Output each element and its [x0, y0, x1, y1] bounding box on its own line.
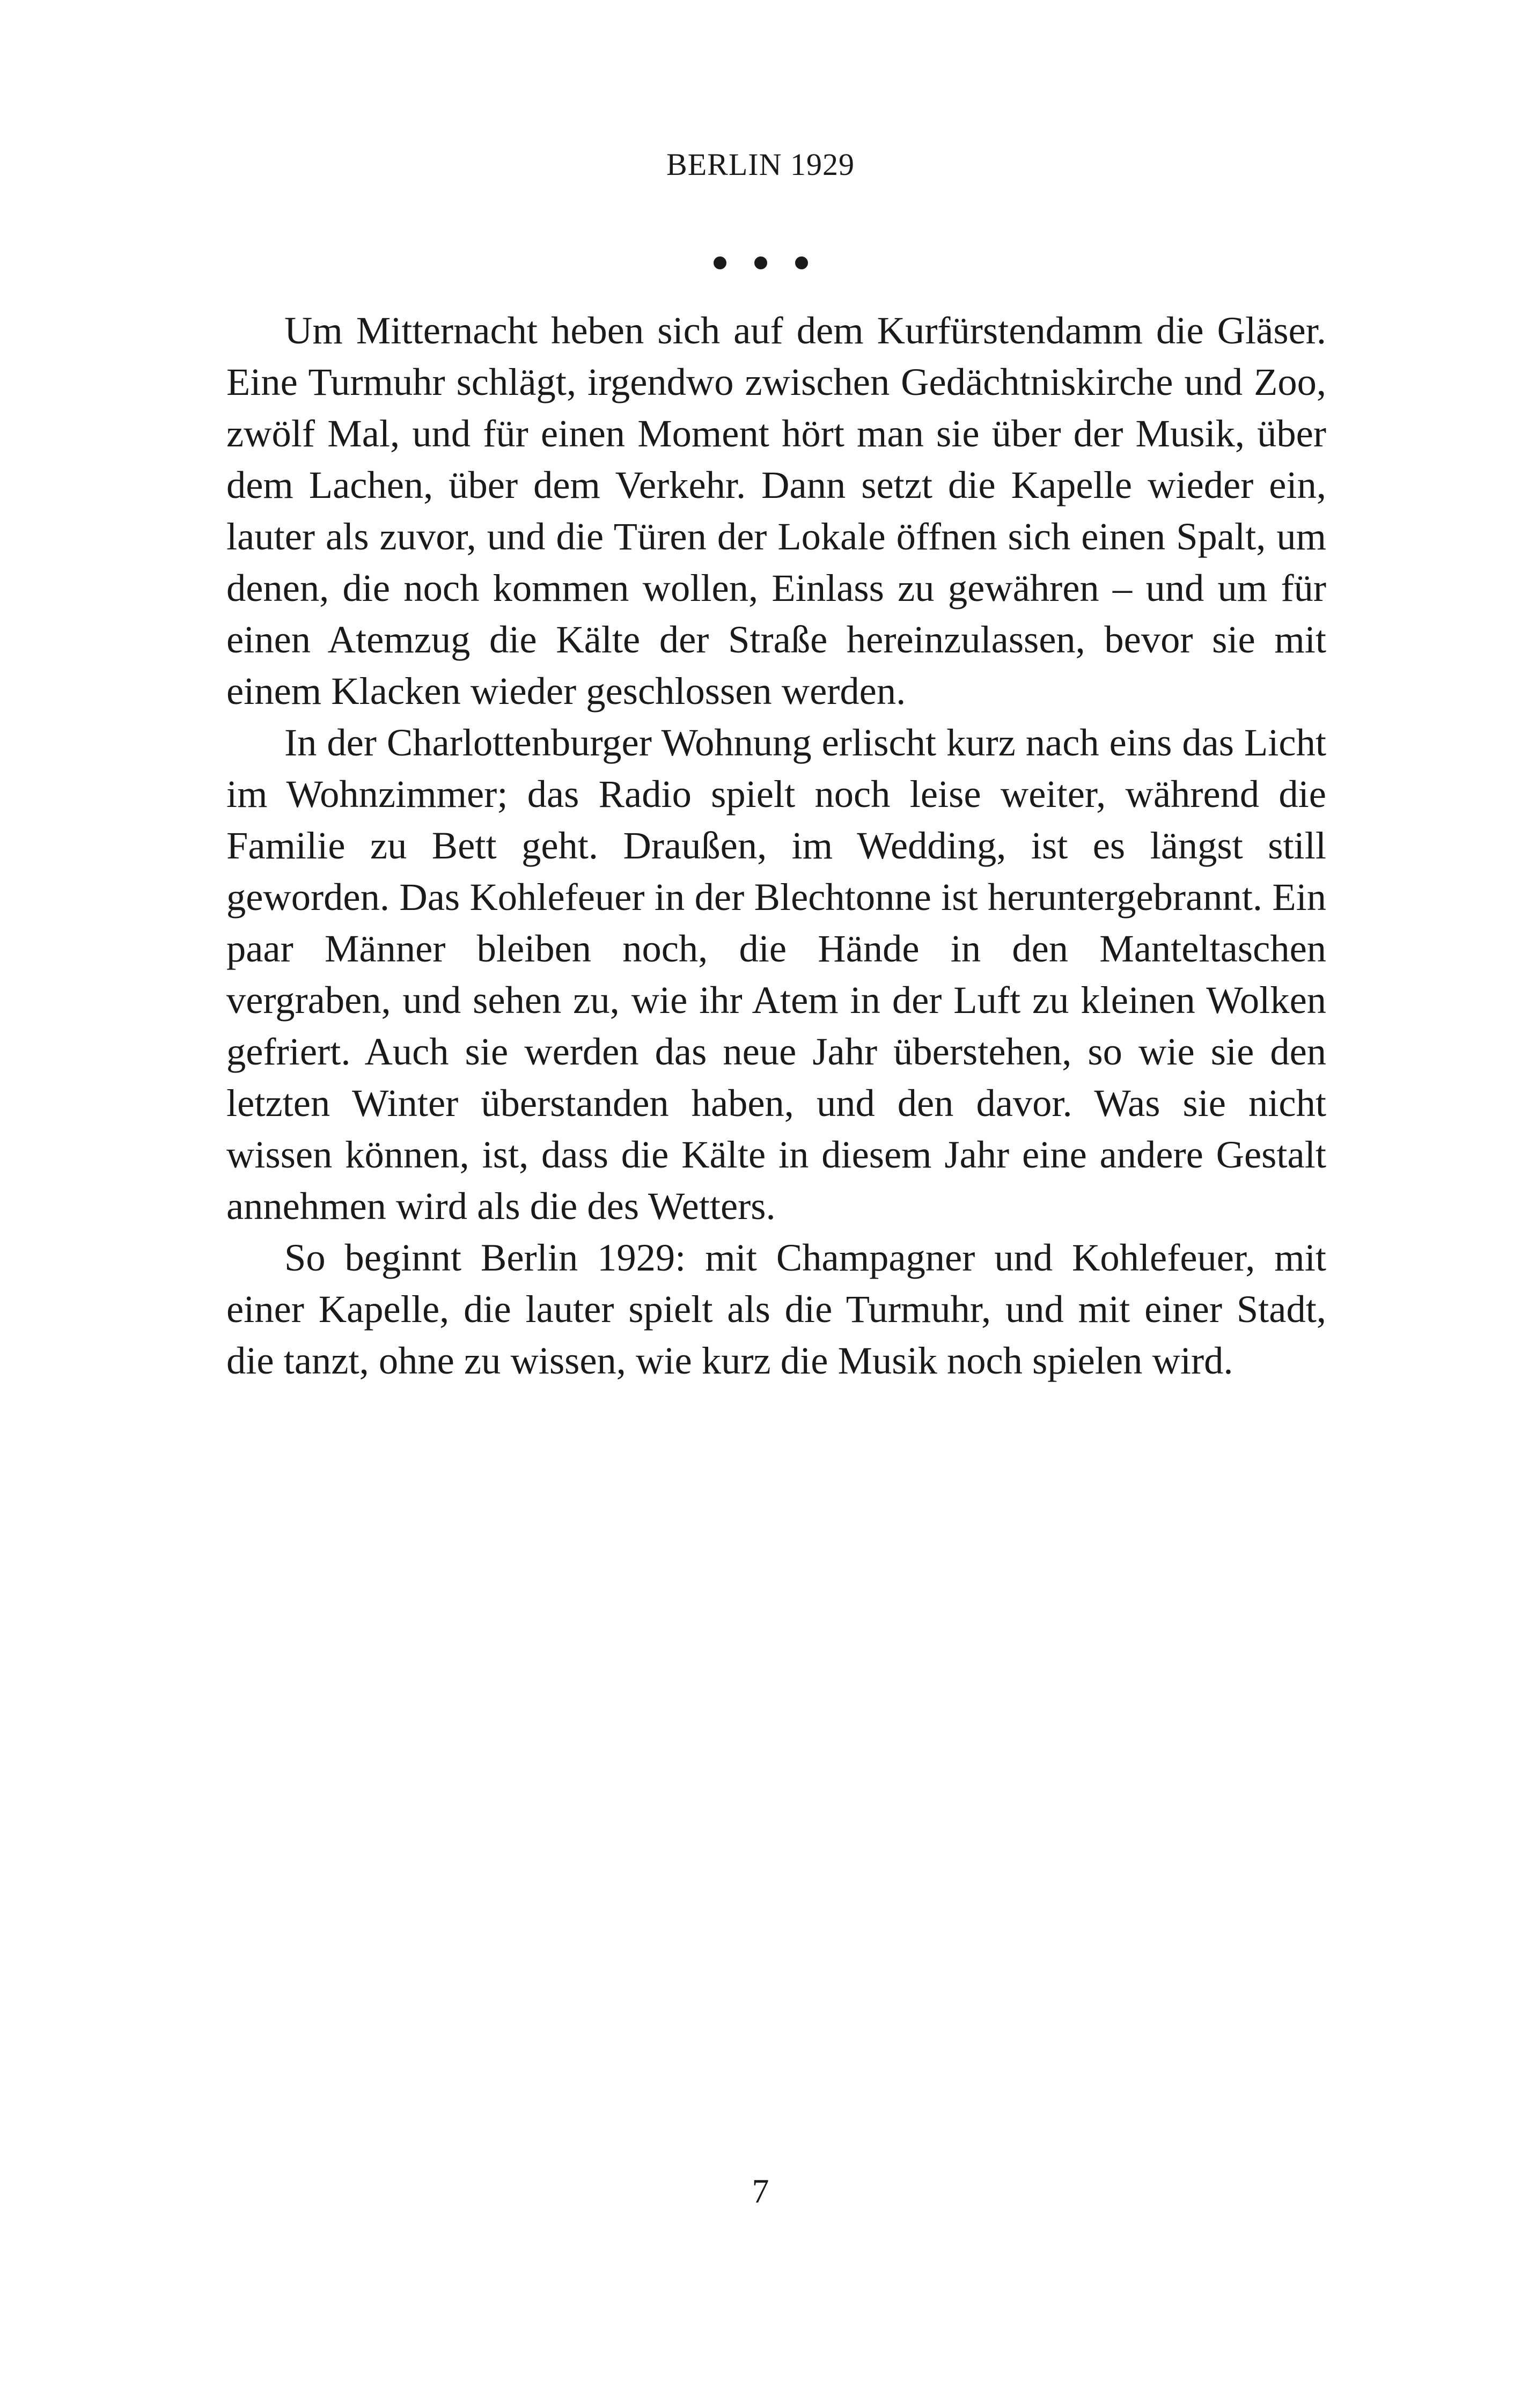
body-text	[226, 305, 1326, 1386]
section-break-ornament	[0, 256, 1521, 271]
running-head: BERLIN 1929	[666, 147, 855, 182]
ornament-dot	[754, 256, 767, 269]
paragraph: In der Charlottenburger Wohnung erlischt kurz nach eins das Licht im Wohnzimmer; das Radio spielt noch leise weiter, während die Familie zu Bett geht. Draußen, im Wedding, ist es längst still geworden. Das Kohlefeuer in der Blechtonne ist heruntergebrannt. Ein paar Männer bleiben noch, die Hände in den Manteltaschen vergraben, und sehen zu, wie ihr Atem in der Luft zu kleinen Wolken gefriert. Auch sie werden das neue Jahr überstehen, so wie sie den letzten Winter überstanden haben, und den davor. Was sie nicht wissen können, ist, dass die Kälte in diesem Jahr eine andere Gestalt annehmen wird als die des Wetters.	[226, 721, 1326, 1228]
paragraph: So beginnt Berlin 1929: mit Champagner und Kohlefeuer, mit einer Kapelle, die lauter spielt als die Turmuhr, und mit einer Stadt, die tanzt, ohne zu wissen, wie kurz die Musik noch spielen wird.	[226, 1236, 1326, 1382]
paragraph: Um Mitternacht heben sich auf dem Kurfürstendamm die Gläser. Eine Turmuhr schlägt, irgendwo zwischen Gedächtniskirche und Zoo, zwölf Mal, und für einen Moment hört man sie über der Musik, über dem Lachen, über dem Verkehr. Dann setzt die Kapelle wieder ein, lauter als zuvor, und die Türen der Lokale öffnen sich einen Spalt, um denen, die noch kommen wollen, Einlass zu gewähren – und um für einen Atemzug die Kälte der Straße hereinzulassen, bevor sie mit einem Klacken wieder geschlossen werden.	[226, 309, 1326, 713]
ornament-dot	[714, 256, 726, 269]
ornament-dot	[795, 256, 808, 269]
page-number: 7	[752, 2172, 769, 2210]
